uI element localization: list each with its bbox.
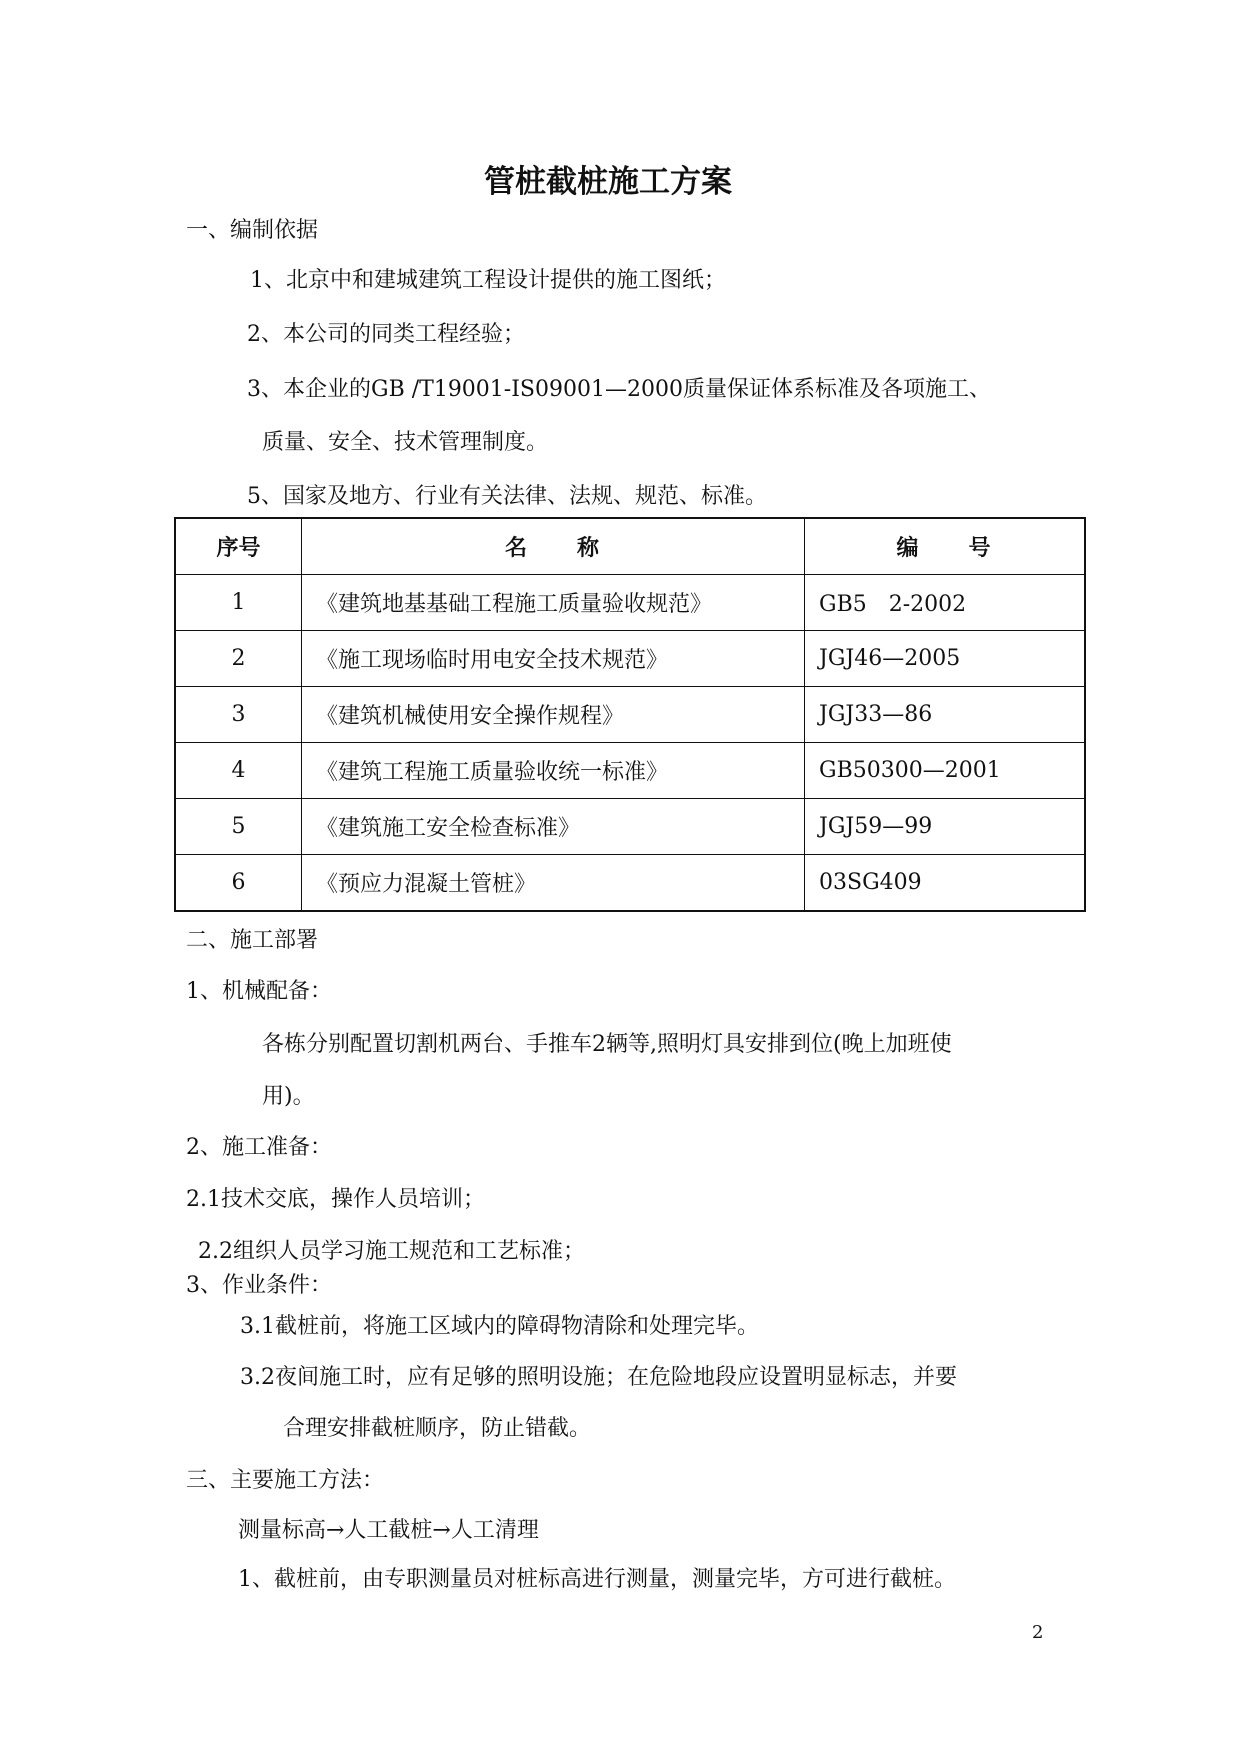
row-name: 《建筑机械使用安全操作规程》 xyxy=(302,687,805,743)
row-name: 《建筑施工安全检查标准》 xyxy=(302,799,805,855)
row-code: JGJ59—99 xyxy=(805,799,1086,855)
table-row xyxy=(175,631,1085,687)
table-row xyxy=(175,743,1085,799)
section-heading-methods: 三、主要施工方法： xyxy=(186,1468,385,1493)
table-row xyxy=(175,687,1085,743)
row-no: 3 xyxy=(175,687,302,743)
standards-table xyxy=(174,517,1086,912)
machinery-heading: 1、机械配备： xyxy=(186,979,332,1004)
page-number: 2 xyxy=(1032,1622,1044,1643)
preparation-item-2-2: 2.2组织人员学习施工规范和工艺标准； xyxy=(198,1239,585,1264)
header-no: 序号 xyxy=(175,518,302,575)
table-row xyxy=(175,855,1085,912)
conditions-item-3-2-continued: 合理安排截桩顺序，防止错截。 xyxy=(283,1416,592,1441)
basis-item-3: 3、本企业的GB /T19001-IS09001—2000质量保证体系标准及各项施工、 xyxy=(247,377,991,402)
conditions-item-3-1: 3.1截桩前，将施工区域内的障碍物清除和处理完毕。 xyxy=(240,1314,759,1339)
row-no: 5 xyxy=(175,799,302,855)
conditions-item-3-2: 3.2夜间施工时，应有足够的照明设施；在危险地段应设置明显标志，并要 xyxy=(240,1365,957,1390)
row-code: GB5 2-2002 xyxy=(805,575,1086,631)
section-heading-deployment: 二、施工部署 xyxy=(186,928,319,953)
row-no: 4 xyxy=(175,743,302,799)
row-code: 03SG409 xyxy=(805,855,1086,912)
row-code: GB50300—2001 xyxy=(805,743,1086,799)
conditions-heading: 3、作业条件： xyxy=(186,1273,332,1298)
row-name: 《预应力混凝土管桩》 xyxy=(302,855,805,912)
table-header-row xyxy=(175,518,1085,575)
table-row xyxy=(175,799,1085,855)
row-no: 6 xyxy=(175,855,302,912)
table-row xyxy=(175,575,1085,631)
row-name: 《建筑工程施工质量验收统一标准》 xyxy=(302,743,805,799)
basis-item-2: 2、本公司的同类工程经验； xyxy=(247,322,525,347)
preparation-heading: 2、施工准备： xyxy=(186,1135,332,1160)
section-heading-basis: 一、编制依据 xyxy=(186,218,319,243)
header-name: 名 称 xyxy=(302,518,805,575)
row-name: 《建筑地基基础工程施工质量验收规范》 xyxy=(302,575,805,631)
row-no: 1 xyxy=(175,575,302,631)
preparation-item-2-1: 2.1技术交底，操作人员培训； xyxy=(186,1187,485,1212)
row-code: JGJ46—2005 xyxy=(805,631,1086,687)
method-flow: 测量标高→人工截桩→人工清理 xyxy=(238,1518,539,1543)
basis-item-5: 5、国家及地方、行业有关法律、法规、规范、标准。 xyxy=(247,484,767,509)
machinery-text-continued: 用)。 xyxy=(262,1084,315,1109)
page-title: 管桩截桩施工方案 xyxy=(484,164,732,200)
basis-item-1: 1、北京中和建城建筑工程设计提供的施工图纸； xyxy=(250,268,726,293)
row-code: JGJ33—86 xyxy=(805,687,1086,743)
row-name: 《施工现场临时用电安全技术规范》 xyxy=(302,631,805,687)
basis-item-3-continued: 质量、安全、技术管理制度。 xyxy=(262,430,549,455)
machinery-text: 各栋分别配置切割机两台、手推车2辆等,照明灯具安排到位(晚上加班使 xyxy=(262,1032,952,1057)
row-no: 2 xyxy=(175,631,302,687)
method-item-1: 1、截桩前，由专职测量员对桩标高进行测量，测量完毕，方可进行截桩。 xyxy=(238,1567,956,1592)
header-code: 编 号 xyxy=(805,518,1086,575)
